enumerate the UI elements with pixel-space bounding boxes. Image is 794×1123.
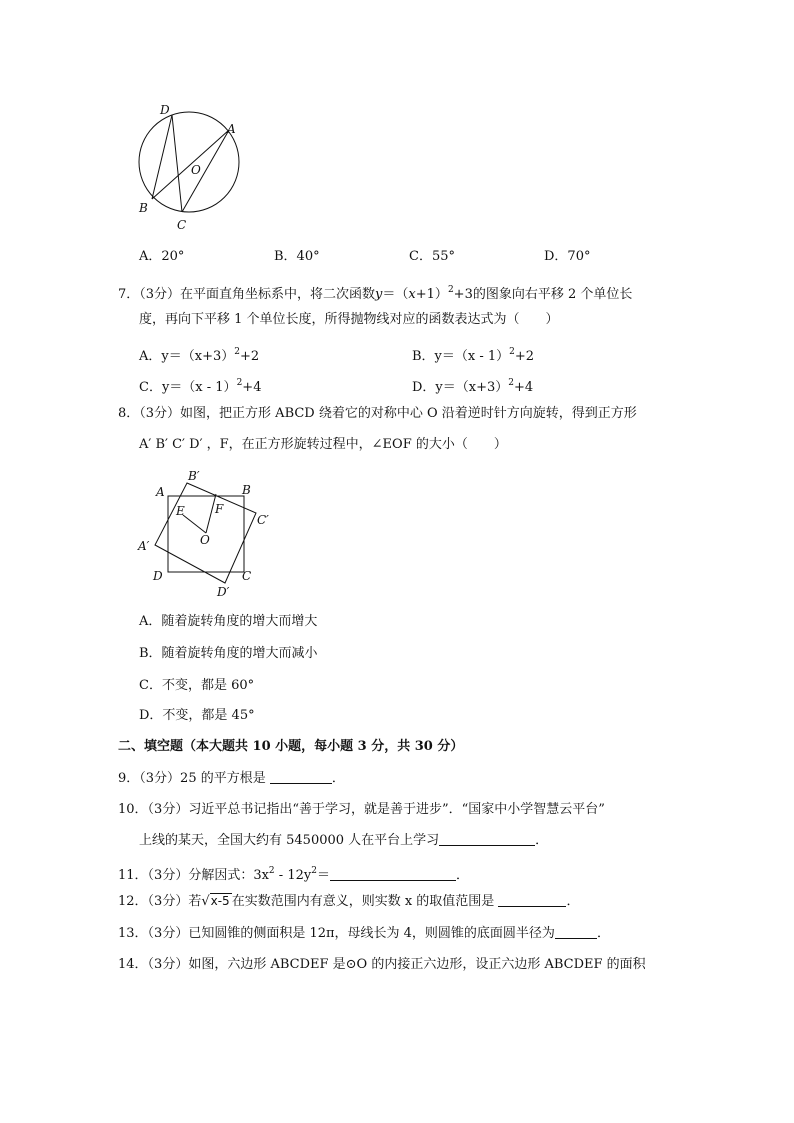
- label-e: E: [176, 504, 185, 518]
- q12-answer-blank[interactable]: [498, 894, 566, 907]
- segment-oe: [183, 515, 206, 533]
- label-d: D: [153, 569, 163, 583]
- q10-answer-blank[interactable]: [439, 833, 535, 846]
- q8-option-d: D．不变，都是 45°: [139, 708, 255, 723]
- label-b-prime: B′: [188, 469, 200, 483]
- q8-option-c: C．不变，都是 60°: [139, 678, 255, 693]
- label-a-prime: A′: [138, 539, 150, 553]
- label-b: B: [139, 201, 148, 215]
- q6-option-c: C．55°: [409, 249, 455, 264]
- q8-option-b: B．随着旋转角度的增大而减小: [139, 646, 318, 661]
- circle-figure: [130, 100, 260, 235]
- label-c-prime: C′: [257, 513, 269, 527]
- q10-stem-line1: 10．（3分）习近平总书记指出“善于学习，就是善于进步”．“国家中小学智慧云平台”: [118, 802, 605, 817]
- chord-dc: [172, 115, 182, 212]
- q6-option-b: B．40°: [274, 249, 320, 264]
- q13-stem: 13．（3分）已知圆锥的侧面积是 12π，母线长为 4，则圆锥的底面圆半径为 ．: [118, 926, 610, 941]
- label-d: D: [160, 103, 170, 117]
- label-o: O: [200, 533, 210, 547]
- q13-answer-blank[interactable]: [555, 926, 597, 939]
- label-d-prime: D′: [217, 585, 230, 599]
- q10-stem-line2: 上线的某天，全国大约有 5450000 人在平台上学习 ．: [139, 833, 549, 848]
- q7-option-d: D．$y=(x+3)^2+4$: [412, 378, 534, 395]
- q7-stem-line2: 度，再向下平移 1 个单位长度，所得抛物线对应的函数表达式为（ ）: [139, 312, 559, 327]
- label-b: B: [242, 483, 251, 497]
- label-o: O: [191, 163, 201, 177]
- q12-stem: 12．（3分）若√x-5 在实数范围内有意义，则实数 x 的取值范围是 ．: [118, 894, 580, 909]
- q8-stem-line1: 8．（3分）如图，把正方形 ABCD 绕着它的对称中心 O 沿着逆时针方向旋转，得到正方形: [118, 406, 637, 421]
- q7-option-b: B．y＝（x - 1）$^2$+2: [412, 347, 535, 364]
- q9-stem: 9．（3分）25 的平方根是 ．: [118, 771, 345, 786]
- q6-option-d: D．70°: [544, 249, 591, 264]
- q7-stem-line1: 7．（3分）在平面直角坐标系中，将二次函数$y=(x+1)^2+3$的图象向右平移 2 个单位长: [118, 285, 633, 302]
- q6-option-a: A．20°: [139, 249, 185, 264]
- sqrt-radicand: x-5: [210, 894, 230, 908]
- q7-option-a: A．$y=(x+3)^2+2$: [139, 347, 260, 364]
- q9-answer-blank[interactable]: [270, 771, 332, 784]
- q8-stem-line2: A′ B′ C′ D′ ，F，在正方形旋转过程中，∠EOF 的大小（ ）: [139, 437, 507, 452]
- chord-db: [152, 115, 172, 199]
- rotated-squares-figure: [135, 463, 285, 603]
- q7-option-c: C．y＝（x - 1）$^2$+4: [139, 378, 262, 395]
- q14-stem: 14．（3分）如图，六边形 ABCDEF 是⊙O 的内接正六边形，设正六边形 ABCDEF 的面积: [118, 957, 646, 972]
- label-a: A: [227, 122, 236, 136]
- q11-answer-blank[interactable]: [330, 868, 456, 881]
- label-a: A: [156, 485, 165, 499]
- label-c: C: [177, 218, 187, 232]
- section-heading: 二、填空题（本大题共 10 小题，每小题 3 分，共 30 分）: [118, 739, 464, 754]
- q11-stem: 11．（3分）分解因式：$3x^2 - 12y^2=$ ．: [118, 866, 469, 883]
- q8-option-a: A．随着旋转角度的增大而增大: [139, 614, 318, 629]
- label-c: C: [242, 569, 252, 583]
- label-f: F: [215, 502, 224, 516]
